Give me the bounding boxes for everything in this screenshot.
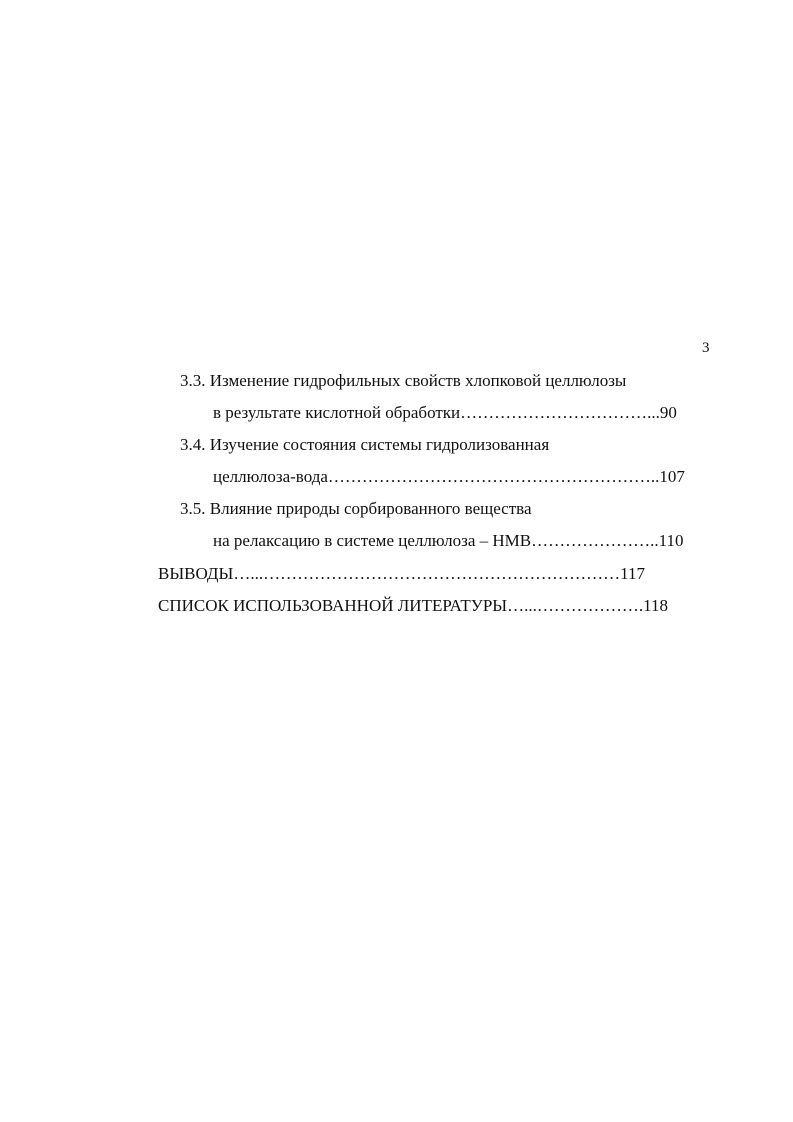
toc-entry-3-3-continuation: в результате кислотной обработки……………………………...90 (213, 403, 677, 422)
toc-entry-3-4-title: 3.4. Изучение состояния системы гидролизованная (180, 435, 550, 454)
toc-entry-3-5-continuation: на релаксацию в системе целлюлоза – НМВ…………………..110 (213, 531, 684, 550)
toc-entry-3-5-title: 3.5. Влияние природы сорбированного вещества (180, 499, 532, 518)
toc-entry-references: СПИСОК ИСПОЛЬЗОВАННОЙ ЛИТЕРАТУРЫ…...……………….118 (158, 596, 668, 615)
toc-entry-3-4-continuation: целлюлоза-вода…………………………………………………..107 (213, 467, 685, 486)
toc-entry-3-3-title: 3.3. Изменение гидрофильных свойств хлопковой целлюлозы (180, 371, 627, 390)
page-number: 3 (702, 340, 710, 356)
toc-entry-conclusions: ВЫВОДЫ…...………………………………………………………117 (158, 564, 645, 583)
